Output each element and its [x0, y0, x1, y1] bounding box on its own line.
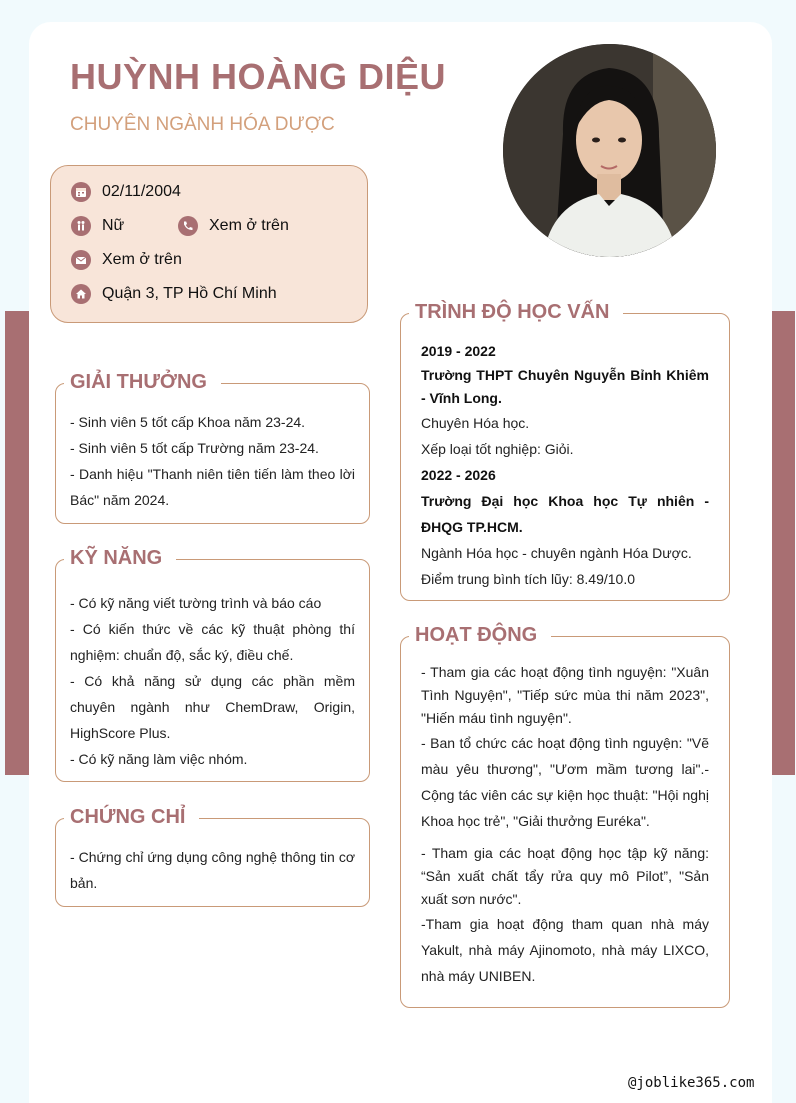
email-row — [71, 250, 182, 270]
birthday-value: 02/11/2004 — [102, 183, 181, 200]
list-item: - Ban tổ chức các hoạt động tình nguyện: "Vẽ màu yêu thương", "Ươm mầm tương lai".- Cộng tác viên các sự kiện học thuật: "Hội nghị Khoa học trẻ", "Giải thưởng Euréka". — [421, 735, 709, 829]
birthday-row — [71, 182, 181, 202]
skills-section — [55, 547, 370, 782]
phone-value: Xem ở trên — [209, 217, 289, 234]
education-detail: Chuyên Hóa học. — [421, 415, 530, 431]
list-item: - Sinh viên 5 tốt cấp Khoa năm 23-24. — [70, 414, 306, 430]
certificates-section — [55, 806, 370, 907]
certificates-title: CHỨNG CHỈ — [64, 802, 199, 832]
activities-title: HOẠT ĐỘNG — [409, 620, 551, 650]
mail-icon — [71, 250, 91, 270]
education-title: TRÌNH ĐỘ HỌC VẤN — [409, 297, 623, 327]
education-section — [400, 301, 730, 601]
skills-title: KỸ NĂNG — [64, 543, 176, 573]
candidate-major: CHUYÊN NGÀNH HÓA DƯỢC — [70, 114, 335, 135]
gender-row — [71, 216, 124, 236]
list-item: - Sinh viên 5 tốt cấp Trường năm 23-24. — [70, 440, 319, 456]
list-item: - Chứng chỉ ứng dụng công nghệ thông tin cơ bản. — [70, 849, 355, 891]
gender-icon — [71, 216, 91, 236]
email-value: Xem ở trên — [102, 251, 182, 268]
education-detail: Ngành Hóa học - chuyên ngành Hóa Dược. — [421, 545, 692, 561]
education-school: Trường THPT Chuyên Nguyễn Bỉnh Khiêm - Vĩnh Long. — [421, 367, 709, 406]
gender-value: Nữ — [102, 217, 125, 234]
education-years: 2019 - 2022 — [421, 343, 496, 359]
activities-list — [421, 661, 709, 989]
list-item: - Tham gia các hoạt động học tập kỹ năng: “Sản xuất chất tẩy rửa quy mô Pilot”, "Sản xuất sơn nước". — [421, 845, 709, 907]
candidate-name: HUỲNH HOÀNG DIỆU — [70, 56, 447, 97]
list-item: - Có kỹ năng viết tường trình và báo cáo — [70, 595, 322, 611]
awards-section — [55, 371, 370, 524]
education-detail: Điểm trung bình tích lũy: 8.49/10.0 — [421, 571, 636, 587]
education-years: 2022 - 2026 — [421, 467, 496, 483]
left-accent-bar — [5, 311, 29, 775]
awards-title: GIẢI THƯỞNG — [64, 367, 221, 397]
activities-section — [400, 624, 730, 1008]
list-item: -Tham gia hoạt động tham quan nhà máy Yakult, nhà máy Ajinomoto, nhà máy LIXCO, nhà máy UNIBEN. — [421, 916, 709, 984]
education-list — [421, 338, 709, 592]
awards-list — [70, 409, 355, 513]
right-accent-bar — [772, 311, 795, 775]
list-item: - Có kiến thức về các kỹ thuật phòng thí nghiệm: chuẩn độ, sắc ký, điều chế. — [70, 621, 355, 663]
certificates-list — [70, 844, 355, 896]
phone-icon — [178, 216, 198, 236]
phone-row — [178, 216, 289, 236]
list-item: - Có kỹ năng làm việc nhóm. — [70, 751, 248, 767]
education-school: Trường Đại học Khoa học Tự nhiên - ĐHQG TP.HCM. — [421, 493, 709, 535]
address-value: Quận 3, TP Hồ Chí Minh — [102, 285, 277, 302]
list-item: - Danh hiệu "Thanh niên tiên tiến làm theo lời Bác" năm 2024. — [70, 466, 355, 508]
avatar — [503, 44, 716, 257]
education-detail: Xếp loại tốt nghiệp: Giỏi. — [421, 441, 574, 457]
skills-list — [70, 590, 355, 772]
list-item: - Có khả năng sử dụng các phần mềm chuyên ngành như ChemDraw, Origin, HighScore Plus. — [70, 673, 355, 741]
watermark: @joblike365.com — [628, 1075, 755, 1091]
home-icon — [71, 284, 91, 304]
list-item: - Tham gia các hoạt động tình nguyện: "Xuân Tình Nguyện", "Tiếp sức mùa thi năm 2023", "Hiến máu tình nguyện". — [421, 664, 709, 726]
address-row — [71, 284, 277, 304]
calendar-icon — [71, 182, 91, 202]
